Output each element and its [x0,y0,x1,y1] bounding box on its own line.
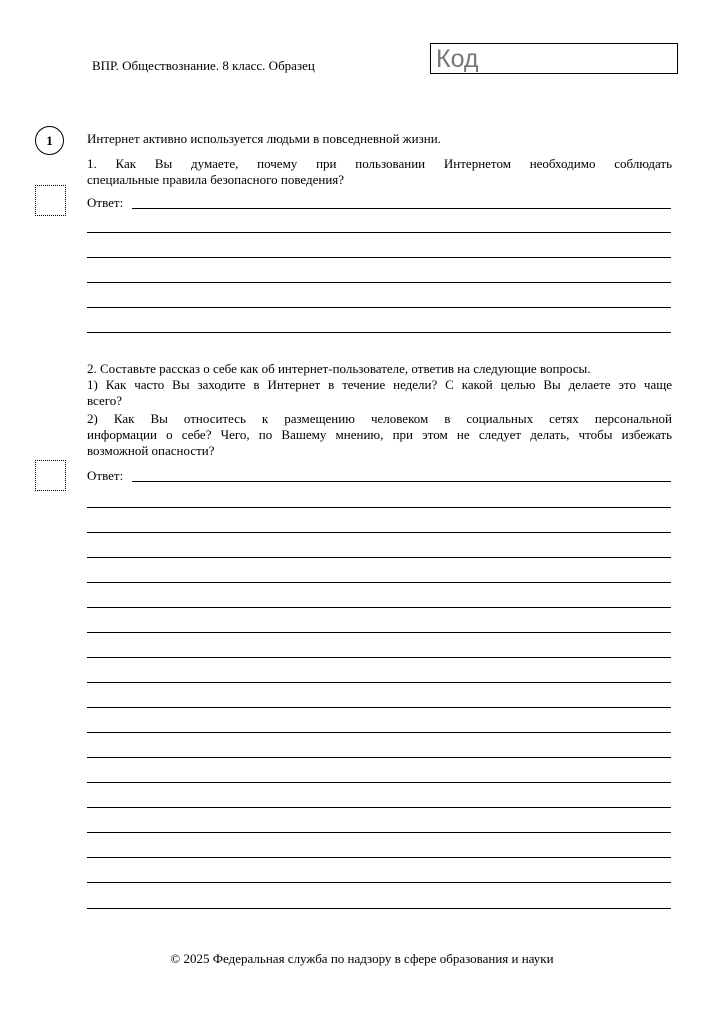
task-number-badge: 1 [35,126,64,155]
answer-1-line[interactable] [87,332,671,333]
answer-2-line[interactable] [87,908,671,909]
answer-underline [132,208,671,209]
answer-underline [132,481,671,482]
score-box-q2[interactable] [35,460,66,491]
answer-2-line[interactable] [87,682,671,683]
question-2-line-1: 2. Составьте рассказ о себе как об интернет-пользователе, ответив на следующие вопросы. [87,361,591,376]
answer-2-line[interactable] [87,782,671,783]
answer-2-line[interactable] [87,557,671,558]
answer-2-line[interactable] [87,582,671,583]
question-2-line-3: всего? [87,393,123,408]
answer-2-line[interactable] [87,757,671,758]
answer-2-line[interactable] [87,857,671,858]
footer-copyright: © 2025 Федеральная служба по надзору в сфере образования и науки [170,951,554,966]
question-2-line-6: возможной опасности? [87,443,215,458]
question-1-line-1: 1. Как Вы думаете, почему при пользовании Интернетом необходимо соблюдать [87,156,672,171]
question-1-line-2: специальные правила безопасного поведения? [87,172,345,187]
question-2-line-5: информации о себе? Чего, по Вашему мнению, при этом не следует делать, чтобы избежать [87,427,672,442]
answer-1-line[interactable] [87,232,671,233]
page-header-title: ВПР. Обществознание. 8 класс. Образец [92,58,315,73]
answer-label: Ответ: [87,468,124,483]
answer-2-line[interactable] [87,607,671,608]
answer-1-line[interactable] [87,282,671,283]
answer-1-line[interactable] [87,307,671,308]
answer-2-line[interactable] [87,807,671,808]
question-2-line-4: 2) Как Вы относитесь к размещению человеком в социальных сетях персональной [87,411,672,426]
answer-2-line[interactable] [87,882,671,883]
answer-label: Ответ: [87,195,124,210]
question-2-line-2: 1) Как часто Вы заходите в Интернет в течение недели? С какой целью Вы делаете это чаще [87,377,672,392]
task-intro: Интернет активно используется людьми в повседневной жизни. [87,131,441,146]
answer-1-line[interactable] [87,257,671,258]
answer-2-line[interactable] [87,632,671,633]
answer-2-line[interactable] [87,532,671,533]
score-box-q1[interactable] [35,185,66,216]
answer-2-line[interactable] [87,507,671,508]
code-field[interactable] [430,43,678,74]
answer-1-field[interactable] [87,195,671,211]
answer-2-line[interactable] [87,732,671,733]
answer-2-field[interactable] [87,468,671,484]
answer-2-line[interactable] [87,657,671,658]
answer-2-line[interactable] [87,832,671,833]
code-label: Код [436,45,479,73]
answer-2-line[interactable] [87,707,671,708]
